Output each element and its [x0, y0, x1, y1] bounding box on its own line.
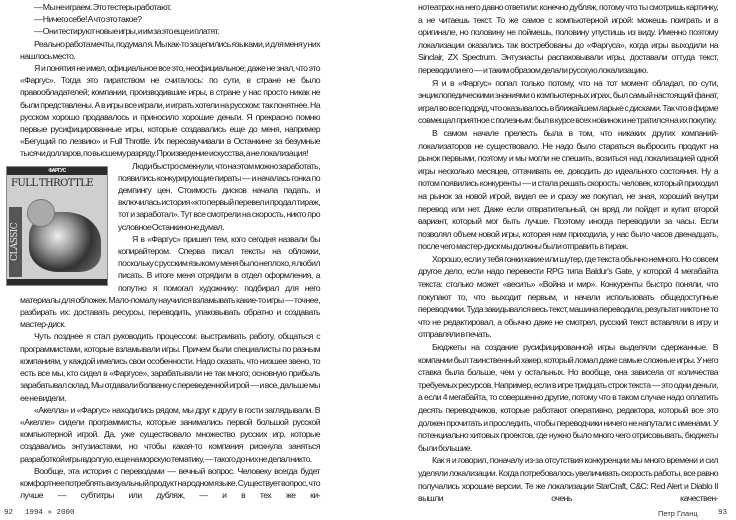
paragraph: Я и понятия не имел, официальное все это, неофициальное; даже не знал, что это «Фаргус». Тогда это пиратством не считалось: по сути, в стране не было правообладателей; компании, производившие игры, в стране у нас просто никак не были представлены. А в игры все играли, и играть хотели на русском: так понятнее. На русском хорошо продавалось и приносило хорошие деньги. Я прекрасно помню первые русифицированные игры, которые создавались еще до меня, например «Бегущий по лезвию» и Full Throttle. Их переозвучивали в Останкине за безумные тысячи долларов, по высшему разряду. Произведение искусства, а не локализация!: [20, 63, 320, 159]
paragraph: Как я и говорил, поначалу из-за отсутствия конкуренции мы много времени и сил уделяли локализации. Когда потребовалось увеличивать скорость работы, все равно получались хорошие версии. Те же локализации StarCraft, C&C: Red Alert и Diablo II вышли очень качествен-: [418, 455, 718, 504]
paragraph: В самом начале прелесть была в том, что никаких других компаний-локализаторов не существовало. Не надо было стараться выбросить продукт на рынок первыми, поэтому и мы могли не спешить, возиться над локализацией одной игры несколько месяцев, оттачивать ее, доводить до идеального состояния. Ну а потом появились конкуренты — и стала решать скорость: человек, который приходил на рынок за новой игрой, видел ее и сразу же покупал, не зная, хороший внутри перевод или нет. Даже если отвратительный, он вряд ли пойдет и купит второй вариант, который мог быть лучше. Поэтому иногда переводили за часы. Если позволял объем новой игры, которая нам приходила, у нас было часов двенадцать, после чего мастер-диск мы должны были отправить в тираж.: [418, 127, 718, 252]
paragraph: Реально работа мечты, подумал я. Мы как-то зацепились языками, и для меня у них нашлось место.: [20, 38, 320, 61]
cover-bottom-band: [7, 279, 107, 285]
paragraph: Я и в «Фаргус» попал только потому, что на тот момент обладал, по сути, энциклопедическими знаниями о компьютерных играх, был самый настоящий фанат, играл во все подряд, что оказывалось в ближайшем ларьке с дисками. Так что в фирме совмещал приятное с полезным: был в курсе всех новинок и не тратился на их покупку.: [418, 77, 718, 126]
right-text-column: [418, 1, 718, 505]
paragraph: «Акелла» и «Фаргус» находились рядом, мы друг к другу в гости заглядывали. В «Акелле» сидели программисты, которые занимались первой большой русской компьютерной игрой. Да, уже существовало множество русских игр, которые создавались энтузиастами, но чтобы какая-то компания рискнула заняться разработкой игры вдолгую, еще на морскую тематику, — такого до них не делал никто.: [20, 404, 320, 464]
paragraph: Я в «Фаргус» пришел тем, кого сегодня назвали бы копирайтером. Сперва писал тексты на обложки, поскольку с русским языком у меня было неплохо, я любил писать. В итоге меня отрядили в отдел оформления, а попутно я помогал художнику: подбирал для него материалы для обложек. Мало-помалу научился взламывать какие-то игры — точнее, разбирать их: доставать ресурсы, переводить, упаковывать обратно и создавать мастер-диск.: [20, 233, 320, 330]
paragraph: Чуть позднее я стал руководить процессом: выстраивать работу, общаться с программистами, которые взламывали игры. Причем были специалисты по разным компаниям, у каждой имелись свои особенности. Надо сказать, что низшее звено, то есть все мы, кто сидел в «Фаргусе», зарабатывали не так много; основную прибыль зарабатывал склад. Мы отдавали болванку с переведенной игрой — и все, дальше мы ее не видели.: [20, 331, 320, 403]
cover-series-label: CLASSIC: [9, 207, 22, 277]
cover-publisher-band: ФАРГУС: [7, 167, 107, 175]
paragraph: Бюджеты на создание русифицированной игры выделяли сдержанные. В компании был таинственный хакер, который ломал даже самые сложные игры. У него ставка была больше, чем у остальных. Но вообще, она зависела от количества требуемых ресурсов. Например, если в игре тридцать строк текста — это одни деньги, а если 4 мегабайта, то совершенно другие, потому что в таком случае надо оплатить десять переводчиков, которые работают оперативно, редактора, который все это должен прочитать и проследить, чтобы переводчики ничего не напутали с именами. У потенциально хитовых проектов, где нужно было много чего отрисовывать, бюджеты были большие.: [418, 342, 718, 453]
running-head: 1994 » 2000: [25, 509, 75, 517]
cover-disc-emblem: [27, 199, 55, 227]
paragraph: — Ничего себе! А что это такое?: [34, 14, 142, 25]
author-name: Петр Гланц: [658, 509, 698, 518]
paragraph: — Они тестируют новые игры, и им за это еще и платят.: [34, 26, 219, 37]
paragraph: Хорошо, если у тебя гонки какие или шутер, где текста обычно немного. Но совсем другое дело, если надо перевести RPG типа Baldur's Gate, у которой 4 мегабайта текста: столько может «весить» «Война и мир». Конкуренты быстро поняли, что покупают то, что выходит первым, и начали использовать общедоступные переводчики. Туда закидывался весь текст, машина переводила, результат никто не то что не редактировал, а обычно даже не смотрел, русский текст вставляли в игру и отправляли в печать.: [418, 253, 718, 340]
right-page: [368, 0, 736, 520]
paragraph: Вообще, эта история с переводами — вечный вопрос. Человеку всегда будет комфортнее потреблять визуальный продукт на родном языке. Существует вопрос, что лучше — субтитры или дубляж, — и в тех же ки-: [20, 465, 320, 501]
page-number: 93: [718, 509, 728, 517]
cover-title-logo: FULL THROTTLE: [11, 177, 94, 189]
page-number: 92: [4, 509, 14, 517]
paragraph: Люди быстро смекнули, что на этом можно заработать, появились конкурирующие пираты — и началась гонка по демпингу цен. Стоимость дисков начала падать, и включилась история «кто первый перевел и продал тираж, тот и заработал». Тут все смотрели на скорость, никто про условное Останкино не думал.: [118, 160, 320, 232]
paragraph: нотеатрах на него давно ответили: конечно дубляж, потому что ты смотришь картинку, а не читаешь текст. То же самое с компьютерной игрой: можешь поиграть и в оригинале, но половину не поймешь, половину упустишь из виду. Именно поэтому локализации оказались так востребованы до «Фаргуса», когда игры выходили на Sinclair, ZX Spectrum. Энтузиасты распаковывали игры, доставали оттуда текст, переводили его — и таким образом делали русскую локализацию.: [418, 2, 718, 75]
paragraph: — Мы не играем. Это тестеры работают.: [34, 2, 172, 12]
left-text-column: [10, 1, 320, 501]
full-throttle-cover-image: [6, 166, 108, 286]
